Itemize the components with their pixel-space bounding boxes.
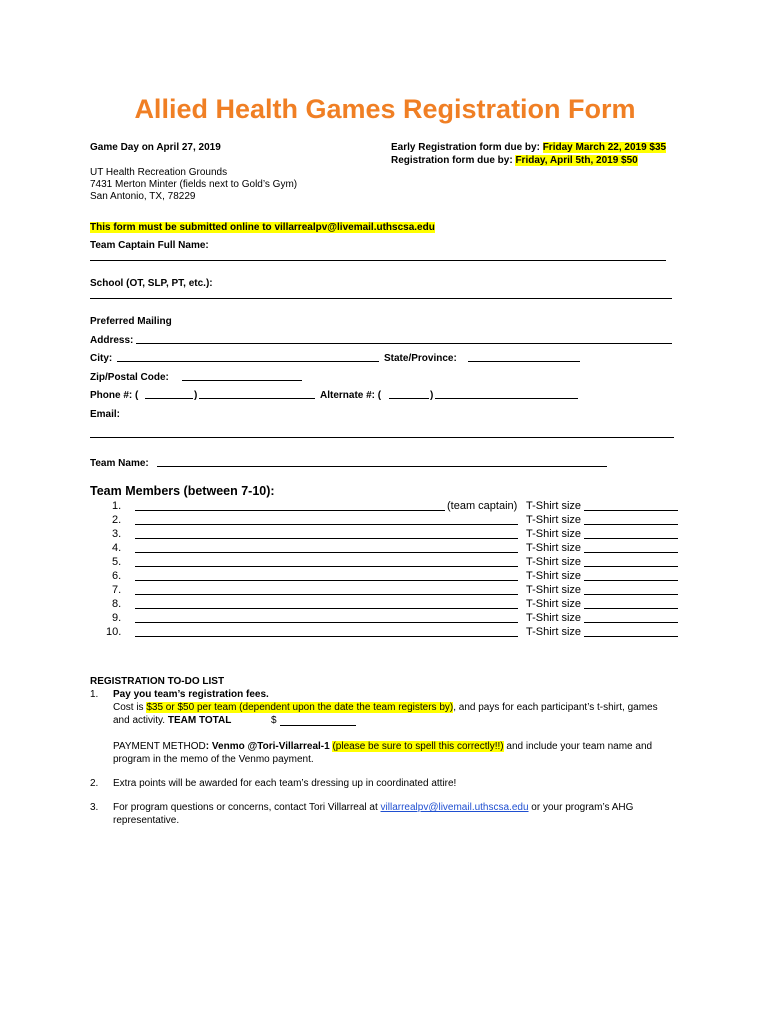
regular-deadline (391, 155, 666, 168)
member-name-line[interactable] (135, 612, 518, 623)
tshirt-size-line[interactable] (584, 584, 678, 595)
member-row (90, 556, 690, 570)
payment-line-2: program in the memo of the Venmo payment. (113, 754, 314, 765)
email-label: Email: (90, 409, 121, 420)
member-number: 8. (112, 598, 122, 610)
tshirt-size-label: T-Shirt size (526, 598, 582, 610)
mailing-label-2: Address: (90, 335, 134, 346)
tshirt-size-label: T-Shirt size (526, 500, 582, 512)
member-row (90, 598, 690, 612)
member-number: 7. (112, 584, 122, 596)
game-day: Game Day on April 27, 2019 (90, 142, 221, 153)
city-field-line[interactable] (117, 361, 379, 362)
team-members-heading: Team Members (between 7-10): (90, 484, 275, 498)
tshirt-size-line[interactable] (584, 542, 678, 553)
tshirt-size-line[interactable] (584, 570, 678, 581)
school-label: School (OT, SLP, PT, etc.): (90, 278, 213, 289)
location-line-1: UT Health Recreation Grounds (90, 167, 228, 178)
tshirt-size-line[interactable] (584, 626, 678, 637)
team-total-field-line[interactable] (280, 714, 356, 726)
team-total-dollar: $ (271, 715, 277, 726)
member-number: 2. (112, 514, 122, 526)
todo-item-3-prefix: For program questions or concerns, contact Tori Villarreal at (113, 802, 381, 813)
todo-item-3-number: 3. (90, 802, 99, 813)
tshirt-size-label: T-Shirt size (526, 626, 582, 638)
tshirt-size-label: T-Shirt size (526, 542, 582, 554)
team-name-field-line[interactable] (157, 466, 607, 467)
member-name-line[interactable] (135, 500, 445, 511)
payment-suffix: and include your team name and (503, 741, 653, 752)
contact-email-link[interactable]: villarrealpv@livemail.uthscsa.edu (380, 802, 529, 813)
member-row (90, 528, 690, 542)
team-captain-tag: (team captain) (447, 500, 518, 512)
cost-line-1 (90, 701, 690, 714)
todo-item-3-line-1 (113, 801, 633, 814)
todo-section (90, 675, 690, 827)
member-row (90, 570, 690, 584)
member-number: 1. (112, 500, 122, 512)
tshirt-size-line[interactable] (584, 612, 678, 623)
member-number: 5. (112, 556, 122, 568)
tshirt-size-label: T-Shirt size (526, 514, 582, 526)
early-deadline (391, 142, 666, 155)
tshirt-size-line[interactable] (584, 556, 678, 567)
member-number: 10. (106, 626, 122, 638)
form-title: Allied Health Games Registration Form (134, 94, 636, 124)
tshirt-size-line[interactable] (584, 514, 678, 525)
team-total-label: TEAM TOTAL (167, 715, 232, 726)
alternate-number-line[interactable] (435, 398, 578, 399)
captain-field-line[interactable] (90, 260, 666, 261)
todo-item-1 (90, 688, 690, 701)
todo-item-3-line-2: representative. (113, 815, 180, 826)
member-row (90, 626, 690, 640)
member-number: 4. (112, 542, 122, 554)
member-name-line[interactable] (135, 626, 518, 637)
todo-item-2 (90, 777, 690, 790)
cost-suffix: , and pays for each participant’s t-shirt, games (453, 702, 658, 713)
spell-note: (please be sure to spell this correctly!!) (332, 741, 504, 752)
submit-note (90, 222, 435, 233)
zip-field-line[interactable] (182, 380, 302, 381)
tshirt-size-line[interactable] (584, 500, 678, 511)
location-line-2: 7431 Merton Minter (fields next to Gold’s Gym) (90, 179, 298, 190)
member-name-line[interactable] (135, 514, 518, 525)
todo-item-1-number: 1. (90, 689, 99, 700)
location-block (90, 167, 297, 203)
cost-prefix: Cost is (113, 702, 147, 713)
todo-item-3-suffix: or your program’s AHG (528, 802, 634, 813)
early-deadline-label: Early Registration form due by: (391, 142, 543, 153)
todo-item-2-text: Extra points will be awarded for each team’s dressing up in coordinated attire! (113, 778, 457, 789)
address-field-line[interactable] (136, 343, 672, 344)
member-name-line[interactable] (135, 542, 518, 553)
submit-note-text: This form must be submitted online to villarrealpv@livemail.uthscsa.edu (90, 222, 435, 233)
member-name-line[interactable] (135, 598, 518, 609)
regular-deadline-label: Registration form due by: (391, 154, 516, 166)
cost-line-2 (90, 714, 690, 727)
member-row (90, 612, 690, 626)
member-row (90, 584, 690, 598)
payment-method-label: PAYMENT METHOD (113, 741, 206, 752)
member-name-line[interactable] (135, 570, 518, 581)
payment-colon: : Venmo (205, 741, 248, 752)
tshirt-size-label: T-Shirt size (526, 612, 582, 624)
payment-line-1 (90, 740, 690, 753)
member-number: 6. (112, 570, 122, 582)
tshirt-size-label: T-Shirt size (526, 528, 582, 540)
captain-label: Team Captain Full Name: (90, 240, 209, 251)
tshirt-size-label: T-Shirt size (526, 556, 582, 568)
regular-deadline-value: Friday, April 5th, 2019 $50 (515, 154, 638, 166)
mailing-label-1: Preferred Mailing (90, 316, 172, 327)
phone-label: Phone #: ( (90, 390, 139, 401)
early-deadline-value: Friday March 22, 2019 $35 (542, 142, 667, 153)
todo-item-3 (90, 801, 690, 814)
tshirt-size-label: T-Shirt size (526, 584, 582, 596)
venmo-handle: @Tori-Villarreal-1 (247, 741, 330, 752)
tshirt-size-line[interactable] (584, 528, 678, 539)
school-field-line[interactable] (90, 298, 672, 299)
phone-area-line[interactable] (145, 398, 193, 399)
tshirt-size-line[interactable] (584, 598, 678, 609)
todo-item-1-title: Pay you team’s registration fees. (113, 689, 269, 700)
email-field-line[interactable] (90, 437, 674, 438)
member-row (90, 500, 690, 514)
alternate-label: Alternate #: ( (320, 390, 382, 401)
member-number: 9. (112, 612, 122, 624)
cost-highlight: $35 or $50 per team (dependent upon the date the team registers by) (146, 702, 454, 713)
state-label: State/Province: (384, 353, 457, 364)
todo-item-2-number: 2. (90, 778, 99, 789)
tshirt-size-label: T-Shirt size (526, 570, 582, 582)
todo-heading: REGISTRATION TO-DO LIST (90, 676, 225, 687)
member-name-line[interactable] (135, 556, 518, 567)
state-field-line[interactable] (468, 361, 580, 362)
deadlines-block (391, 142, 666, 167)
location-line-3: San Antonio, TX, 78229 (90, 191, 196, 202)
city-label: City: (90, 353, 113, 364)
member-name-line[interactable] (135, 528, 518, 539)
member-name-line[interactable] (135, 584, 518, 595)
phone-number-line[interactable] (199, 398, 315, 399)
alternate-area-line[interactable] (389, 398, 429, 399)
cost-line-2-text: and activity. (113, 715, 168, 726)
team-name-label: Team Name: (90, 458, 149, 469)
member-row (90, 514, 690, 528)
team-members-section (90, 484, 690, 640)
member-number: 3. (112, 528, 122, 540)
phone-paren-close: ) (194, 390, 198, 401)
alternate-paren-close: ) (430, 390, 434, 401)
member-row (90, 542, 690, 556)
zip-label: Zip/Postal Code: (90, 372, 169, 383)
